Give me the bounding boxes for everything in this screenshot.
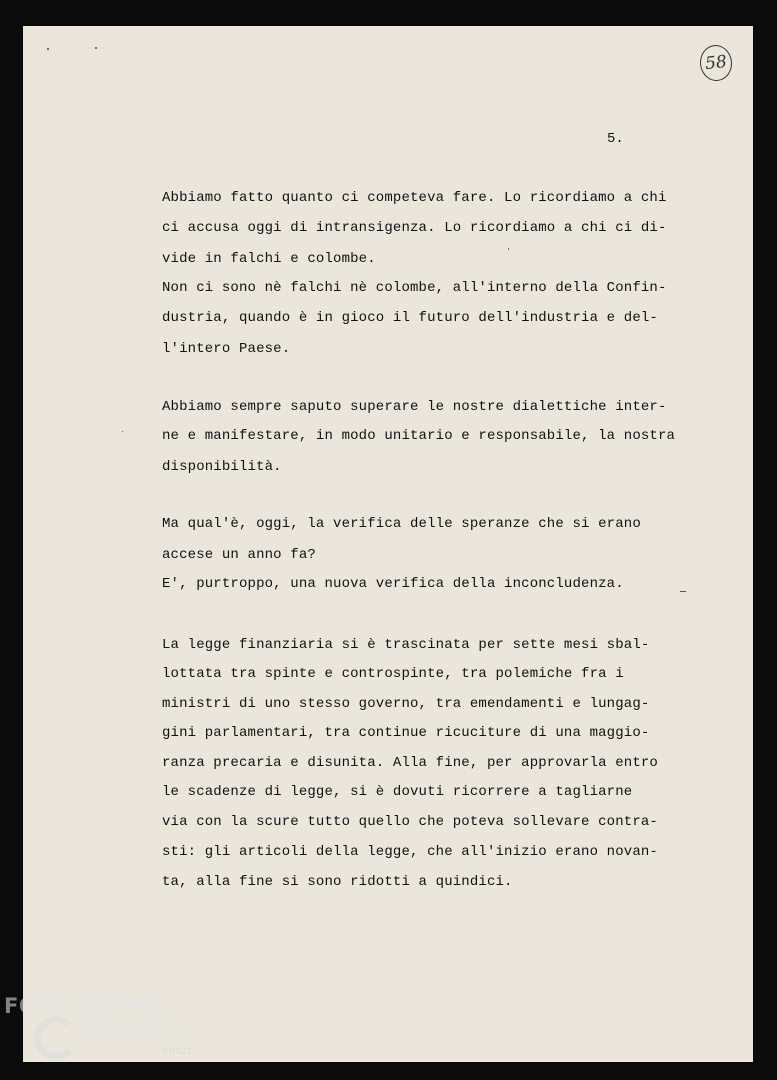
text-line: ministri di uno stesso governo, tra emendamenti e lungag- (162, 696, 650, 712)
paper-speck (508, 248, 509, 250)
text-line: Ma qual'è, oggi, la verifica delle speranze che si erano (162, 516, 641, 532)
text-line: gini parlamentari, tra continue ricuciture di una maggio- (162, 725, 650, 741)
watermark-suffix: onlus (162, 1044, 192, 1057)
page-number: 5. (607, 131, 624, 147)
paper-speck (95, 47, 97, 49)
text-line: dustria, quando è in gioco il futuro dell'industria e del- (162, 310, 658, 326)
text-line: Abbiamo fatto quanto ci competeva fare. Lo ricordiamo a chi (162, 190, 667, 206)
watermark-line1: FONDAZIONE (4, 994, 166, 1018)
watermark-line2: RAMSCI (84, 1016, 179, 1040)
stray-mark (680, 591, 686, 592)
text-line: Abbiamo sempre saputo superare le nostre dialettiche inter- (162, 399, 667, 415)
paper-speck (122, 431, 123, 432)
watermark-g-logo-icon (34, 1016, 78, 1060)
text-line: E', purtroppo, una nuova verifica della inconcludenza. (162, 576, 624, 592)
archive-number-stamp: 58 (698, 43, 734, 82)
text-line: l'intero Paese. (162, 341, 291, 357)
text-line: ta, alla fine si sono ridotti a quindici. (162, 874, 513, 890)
text-line: disponibilità. (162, 459, 282, 475)
text-line: Non ci sono nè falchi nè colombe, all'interno della Confin- (162, 280, 667, 296)
text-line: ci accusa oggi di intransigenza. Lo ricordiamo a chi ci di- (162, 220, 667, 236)
text-line: ne e manifestare, in modo unitario e responsabile, la nostra (162, 428, 676, 444)
document-page (23, 26, 753, 1062)
fondazione-gramsci-watermark (4, 994, 204, 1074)
text-line: sti: gli articoli della legge, che all'inizio erano novan- (162, 844, 658, 860)
text-line: lottata tra spinte e controspinte, tra polemiche fra i (162, 666, 624, 682)
text-line: La legge finanziaria si è trascinata per sette mesi sbal- (162, 637, 650, 653)
text-line: vide in falchi e colombe. (162, 251, 376, 267)
text-line: via con la scure tutto quello che poteva sollevare contra- (162, 814, 658, 830)
text-line: accese un anno fa? (162, 547, 316, 563)
paper-speck (47, 48, 49, 50)
text-line: ranza precaria e disunita. Alla fine, per approvarla entro (162, 755, 658, 771)
text-line: le scadenze di legge, si è dovuti ricorrere a tagliarne (162, 784, 633, 800)
